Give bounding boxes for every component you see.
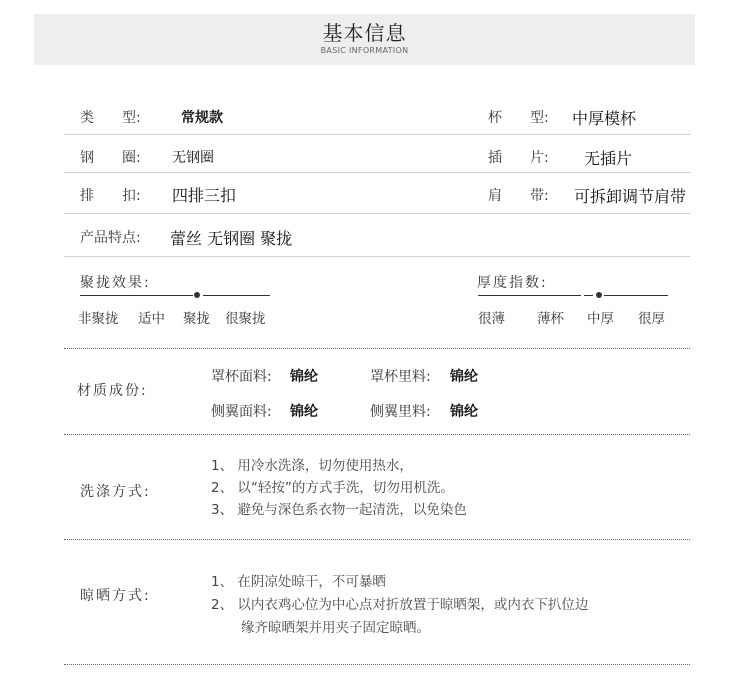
thickness-scale-line [604, 295, 668, 296]
push-up-option: 聚拢 [183, 311, 210, 327]
type-label: 类 型: [80, 110, 141, 126]
type-value: 常规款 [181, 110, 223, 126]
section-subtitle: BASIC INFORMATION [320, 46, 409, 55]
material-item-value: 锦纶 [290, 404, 318, 420]
dotted-divider [64, 348, 690, 349]
thickness-option: 中厚 [587, 311, 614, 327]
thickness-scale-line [478, 295, 581, 296]
push-up-option: 非聚拢 [78, 311, 119, 327]
features-label: 产品特点: [80, 230, 141, 246]
drying-instruction: 1、 在阴凉处晾干，不可暴晒 [211, 574, 386, 590]
material-item-label: 罩杯里料: [370, 369, 431, 385]
strap-value: 可拆卸调节肩带 [574, 187, 687, 206]
push-up-option: 很聚拢 [225, 311, 266, 327]
material-item-value: 锦纶 [450, 404, 478, 420]
push-up-option: 适中 [138, 311, 165, 327]
washing-label: 洗涤方式: [80, 484, 151, 500]
insert-value: 无插片 [584, 149, 633, 168]
dotted-divider [64, 539, 690, 540]
divider [64, 213, 690, 214]
material-item-value: 锦纶 [450, 369, 478, 385]
washing-instruction: 3、 避免与深色系衣物一起清洗，以免染色 [211, 502, 467, 518]
strap-label: 肩 带: [488, 188, 549, 204]
thickness-option: 很厚 [638, 311, 665, 327]
push-up-title: 聚拢效果: [80, 275, 151, 291]
divider [64, 256, 690, 257]
thickness-marker [596, 292, 602, 298]
material-item-value: 锦纶 [290, 369, 318, 385]
push-up-scale-line [80, 295, 193, 296]
hook-label: 排 扣: [80, 188, 141, 204]
drying-instruction: 缘齐晾晒架并用夹子固定晾晒。 [241, 620, 430, 636]
material-item-label: 侧翼面料: [211, 404, 272, 420]
divider [64, 134, 690, 135]
washing-instruction: 2、 以“轻按”的方式手洗，切勿用机洗。 [211, 480, 454, 496]
insert-label: 插 片: [488, 150, 549, 166]
section-title: 基本信息 [322, 21, 407, 45]
thickness-option: 薄杯 [537, 311, 564, 327]
material-item-label: 侧翼里料: [370, 404, 431, 420]
thickness-option: 很薄 [478, 311, 505, 327]
material-label: 材质成份: [77, 383, 148, 399]
push-up-marker [194, 292, 200, 298]
dotted-divider [64, 664, 690, 665]
wire-label: 钢 圈: [80, 150, 141, 166]
thickness-title: 厚度指数: [477, 275, 548, 291]
section-header [34, 14, 695, 65]
cup-type-value: 中厚模杯 [572, 109, 637, 128]
thickness-scale-line [584, 295, 593, 296]
push-up-scale-line [203, 295, 270, 296]
cup-type-label: 杯 型: [488, 110, 549, 126]
wire-value: 无钢圈 [172, 150, 214, 166]
washing-instruction: 1、 用冷水洗涤，切勿使用热水， [211, 458, 413, 474]
divider [64, 172, 690, 173]
drying-label: 晾晒方式: [80, 588, 151, 604]
hook-value: 四排三扣 [172, 186, 237, 205]
dotted-divider [64, 434, 690, 435]
material-item-label: 罩杯面料: [211, 369, 272, 385]
drying-instruction: 2、 以内衣鸡心位为中心点对折放置于晾晒架，或内衣下扒位边 [211, 597, 589, 613]
features-value: 蕾丝 无钢圈 聚拢 [170, 229, 293, 248]
